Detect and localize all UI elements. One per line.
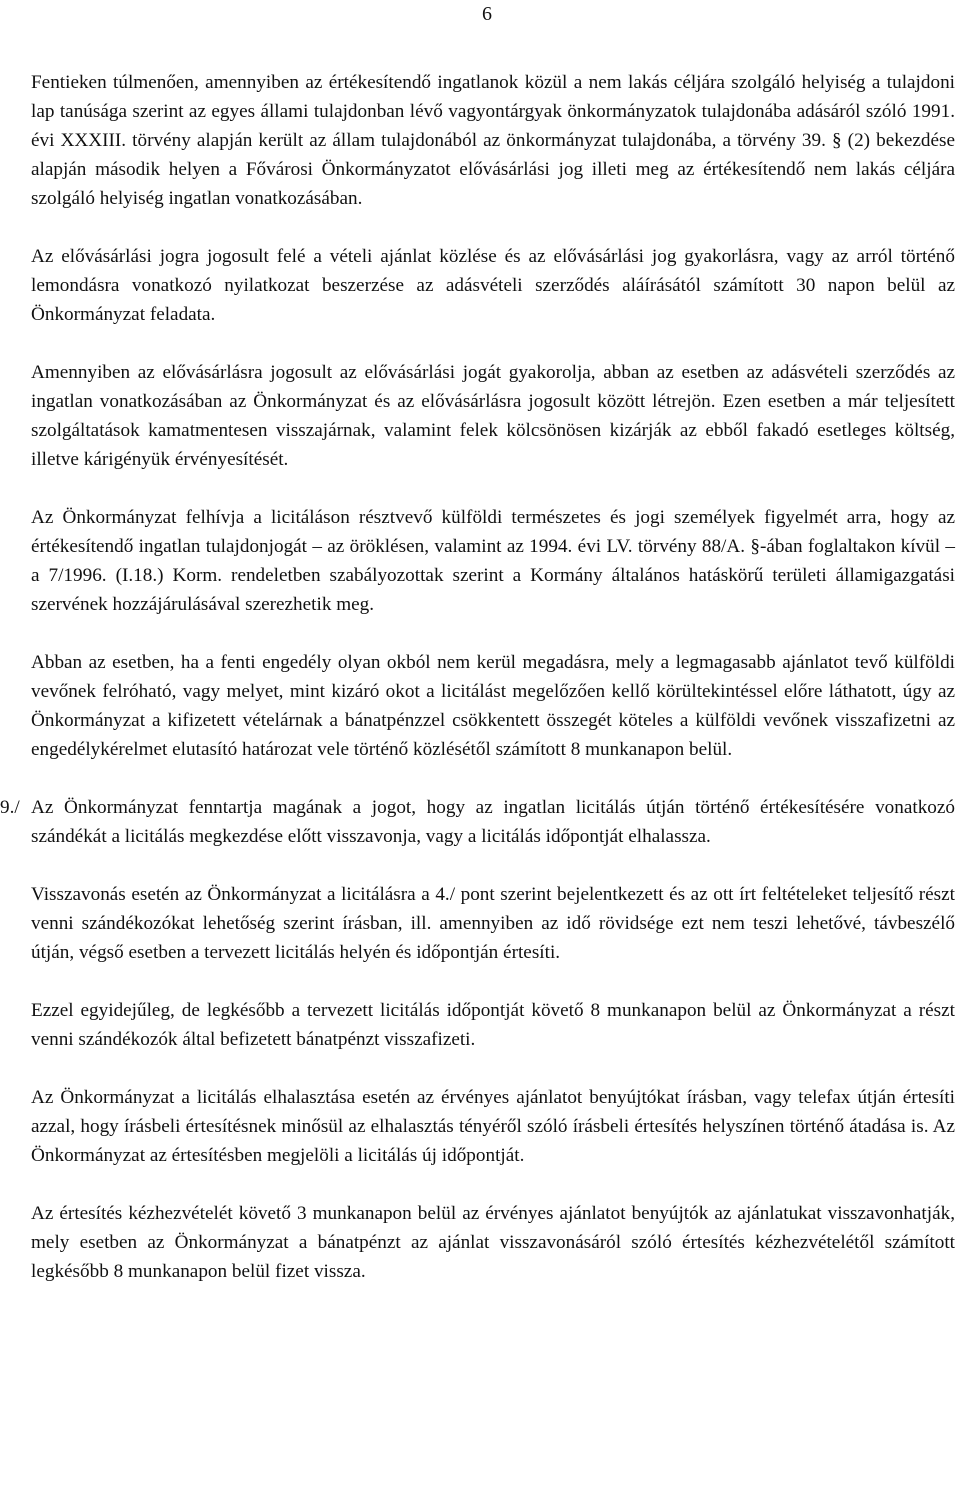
paragraph-offer-communication: Az elővásárlási jogra jogosult felé a vételi ajánlat közlése és az elővásárlási jog gyakorlásra, vagy az arról történő lemondásra vonatkozó nyilatkozat beszerzése az adásvételi szerződés aláírásától számított 30 napon belül az Önkormányzat feladata. bbox=[31, 246, 955, 325]
section-9-text: Az Önkormányzat fenntartja magának a jogot, hogy az ingatlan licitálás útján történő értékesítésére vonatkozó szándékát a licitálás megkezdése előtt visszavonja, vagy a licitálás időpontját elhalassza. bbox=[31, 797, 955, 847]
paragraph-withdrawal-notice: Visszavonás esetén az Önkormányzat a licitálásra a 4./ pont szerint bejelentkezett és az ott írt feltételeket teljesítő részt venni szándékozókat lehetőség szerint írásban, ill. amennyiben az idő rövidsége ezt nem teszi lehetővé, távbeszélő útján, végső esetben a tervezett licitálás helyén és időpontján értesíti. bbox=[31, 884, 955, 963]
paragraph-foreclosure-right: Fentieken túlmenően, amennyiben az értékesítendő ingatlanok közül a nem lakás céljára szolgáló helyiség a tulajdoni lap tanúsága szerint az egyes állami tulajdonban lévő vagyontárgyak önkormányzatok tulajdonába adásáról szóló 1991. évi XXXIII. törvény alapján került az állam tulajdonából az önkormányzat tulajdonába, a törvény 39. § (2) bekezdése alapján második helyen a Fővárosi Önkormányzatot elővásárlási jog illeti meg az értékesítendő nem lakás céljára szolgáló helyiség ingatlan vonatkozásában. bbox=[31, 72, 955, 209]
paragraph-offer-withdrawal: Az értesítés kézhezvételét követő 3 munkanapon belül az érvényes ajánlatot benyújtók az ajánlatukat visszavonhatják, mely esetben az Önkormányzat a bánatpénzt az ajánlat visszavonásáról szóló értesítés kézhezvételétől számított legkésőbb 8 munkanapon belül fizet vissza. bbox=[31, 1203, 955, 1282]
section-number: 9./ bbox=[0, 797, 20, 818]
paragraph-postponement-notice: Az Önkormányzat a licitálás elhalasztása esetén az érvényes ajánlatot benyújtókat írásban, vagy telefax útján értesíti azzal, hogy írásbeli értesítésnek minősül az elhalasztás tényéről szóló írásbeli értesítés helyszínen történő átadása is. Az Önkormányzat az értesítésben megjelöli a licitálás új időpontját. bbox=[31, 1087, 955, 1166]
paragraph-foreign-buyers: Az Önkormányzat felhívja a licitáláson résztvevő külföldi természetes és jogi személyek figyelmét arra, hogy az értékesítendő ingatlan tulajdonjogát – az öröklésen, valamint az 1994. évi LV. törvény 88/A. §-ában foglaltakon kívül – a 7/1996. (I.18.) Korm. rendeletben szabályozottak szerint a Kormány általános hatáskörű területi államigazgatási szervének hozzájárulásával szerezhetik meg. bbox=[31, 507, 955, 615]
section-9 bbox=[0, 793, 955, 851]
paragraph-preemption-exercised: Amennyiben az elővásárlásra jogosult az elővásárlási jogát gyakorolja, abban az esetben az adásvételi szerződés az ingatlan vonatkozásában az Önkormányzat és az elővásárlásra jogosult között létrejön. Ezen esetben a már teljesített szolgáltatások kamatmentesen visszajárnak, valamint felek kölcsönösen kizárják az ebből fakadó esetleges költség, illetve kárigényük érvényesítését. bbox=[31, 362, 955, 470]
paragraph-permit-refused: Abban az esetben, ha a fenti engedély olyan okból nem kerül megadásra, mely a legmagasabb ajánlatot tevő külföldi vevőnek felróható, vagy melyet, mint kizáró okot a licitálást megelőzően kellő körültekintéssel előre láthatott, úgy az Önkormányzat a kifizetett vételárnak a bánatpénzzel csökkentett összegét köteles a külföldi vevőnek visszafizetni az engedélykérelmet elutasító határozat vele történő közlésétől számított 8 munkanapon belül. bbox=[31, 652, 955, 760]
paragraph-deposit-refund: Ezzel egyidejűleg, de legkésőbb a tervezett licitálás időpontját követő 8 munkanapon belül az Önkormányzat a részt venni szándékozók által befizetett bánatpénzt visszafizeti. bbox=[31, 1000, 955, 1050]
document-body bbox=[0, 68, 955, 1315]
page-number: 6 bbox=[482, 3, 492, 25]
